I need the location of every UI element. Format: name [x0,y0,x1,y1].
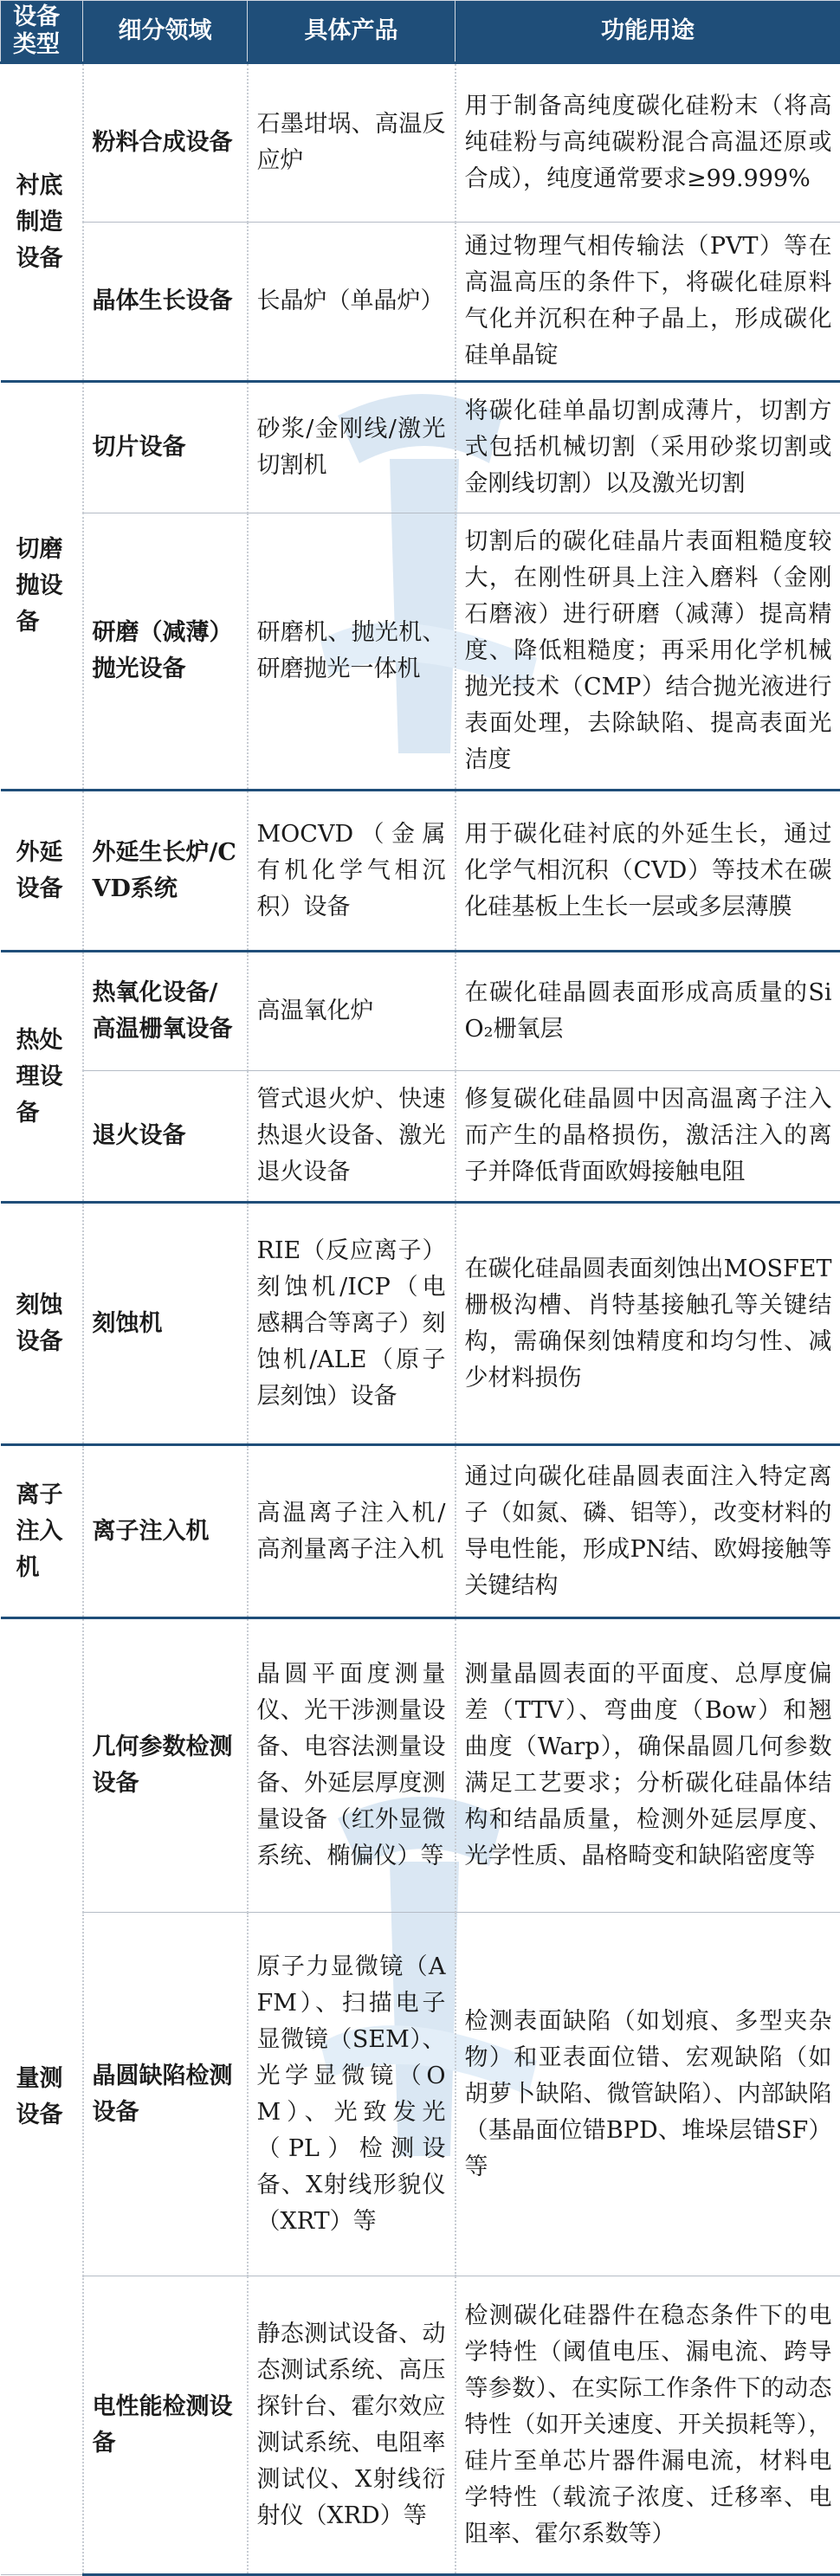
subfield-cell: 粉料合成设备 [83,63,248,223]
function-cell: 修复碳化硅晶圆中因高温离子注入而产生的晶格损伤，激活注入的离子并降低背面欧姆接触电阻 [456,1071,840,1203]
table-row [1,2276,840,2575]
header-subfield: 细分领域 [83,1,248,63]
category-cell: 刻蚀设备 [1,1203,83,1445]
category-cell: 切磨抛设备 [1,382,83,791]
product-cell: 长晶炉（单晶炉） [248,223,456,382]
category-cell: 衬底制造设备 [1,63,83,382]
table-row [1,791,840,952]
function-cell: 通过物理气相传输法（PVT）等在高温高压的条件下，将碳化硅原料气化并沉积在种子晶上，形成碳化硅单晶锭 [456,223,840,382]
product-cell: 砂浆/金刚线/激光切割机 [248,382,456,513]
subfield-cell: 切片设备 [83,382,248,513]
header-product: 具体产品 [248,1,456,63]
table-row [1,1071,840,1203]
table-row [1,1445,840,1618]
header-function: 功能用途 [456,1,840,63]
table-row [1,382,840,513]
subfield-cell: 几何参数检测设备 [83,1618,248,1913]
subfield-cell: 晶体生长设备 [83,223,248,382]
table-row [1,63,840,223]
subfield-cell: 离子注入机 [83,1445,248,1618]
table-row [1,513,840,791]
category-cell: 离子注入机 [1,1445,83,1618]
table-row [1,952,840,1071]
product-cell: MOCVD（金属有机化学气相沉积）设备 [248,791,456,952]
product-cell: 高温氧化炉 [248,952,456,1071]
product-cell: RIE（反应离子）刻蚀机/ICP（电感耦合等离子）刻蚀机/ALE（原子层刻蚀）设备 [248,1203,456,1445]
table-row [1,1203,840,1445]
product-cell: 管式退火炉、快速热退火设备、激光退火设备 [248,1071,456,1203]
category-cell: 热处理设备 [1,952,83,1203]
product-cell: 研磨机、抛光机、研磨抛光一体机 [248,513,456,791]
function-cell: 用于制备高纯度碳化硅粉末（将高纯硅粉与高纯碳粉混合高温还原或合成），纯度通常要求≥99.999% [456,63,840,223]
subfield-cell: 外延生长炉/CVD系统 [83,791,248,952]
function-cell: 在碳化硅晶圆表面刻蚀出MOSFET栅极沟槽、肖特基接触孔等关键结构，需确保刻蚀精度和均匀性、减少材料损伤 [456,1203,840,1445]
table-header-row [1,1,840,63]
subfield-cell: 热氧化设备/高温栅氧设备 [83,952,248,1071]
product-cell: 石墨坩埚、高温反应炉 [248,63,456,223]
table-row [1,1618,840,1913]
function-cell: 用于碳化硅衬底的外延生长，通过化学气相沉积（CVD）等技术在碳化硅基板上生长一层或多层薄膜 [456,791,840,952]
function-cell: 检测表面缺陷（如划痕、多型夹杂物）和亚表面位错、宏观缺陷（如胡萝卜缺陷、微管缺陷）、内部缺陷（基晶面位错BPD、堆垛层错SF）等 [456,1913,840,2276]
table-row [1,1913,840,2276]
function-cell: 通过向碳化硅晶圆表面注入特定离子（如氮、磷、铝等），改变材料的导电性能，形成PN结、欧姆接触等关键结构 [456,1445,840,1618]
function-cell: 将碳化硅单晶切割成薄片，切割方式包括机械切割（采用砂浆切割或金刚线切割）以及激光切割 [456,382,840,513]
function-cell: 检测碳化硅器件在稳态条件下的电学特性（阈值电压、漏电流、跨导等参数）、在实际工作条件下的动态特性（如开关速度、开关损耗等），硅片至单芯片器件漏电流，材料电学特性（载流子浓度、迁移率、电阻率、霍尔系数等） [456,2276,840,2575]
subfield-cell: 晶圆缺陷检测设备 [83,1913,248,2276]
product-cell: 高温离子注入机/高剂量离子注入机 [248,1445,456,1618]
function-cell: 测量晶圆表面的平面度、总厚度偏差（TTV）、弯曲度（Bow）和翘曲度（Warp），确保晶圆几何参数满足工艺要求；分析碳化硅晶体结构和结晶质量，检测外延层厚度、光学性质、晶格畸变和缺陷密度等 [456,1618,840,1913]
category-cell: 外延设备 [1,791,83,952]
subfield-cell: 退火设备 [83,1071,248,1203]
product-cell: 静态测试设备、动态测试系统、高压探针台、霍尔效应测试系统、电阻率测试仪、X射线衍射仪（XRD）等 [248,2276,456,2575]
subfield-cell: 电性能检测设备 [83,2276,248,2575]
product-cell: 晶圆平面度测量仪、光干涉测量设备、电容法测量设备、外延层厚度测量设备（红外显微系统、椭偏仪）等 [248,1618,456,1913]
subfield-cell: 研磨（减薄）抛光设备 [83,513,248,791]
category-cell: 量测设备 [1,1618,83,2575]
table-row [1,223,840,382]
subfield-cell: 刻蚀机 [83,1203,248,1445]
header-category: 设备类型 [1,1,83,63]
function-cell: 在碳化硅晶圆表面形成高质量的SiO₂栅氧层 [456,952,840,1071]
product-cell: 原子力显微镜（AFM）、扫描电子显微镜（SEM）、光学显微镜（OM）、光致发光（PL）检测设备、X射线形貌仪（XRT）等 [248,1913,456,2276]
function-cell: 切割后的碳化硅晶片表面粗糙度较大，在刚性研具上注入磨料（金刚石磨液）进行研磨（减薄）提高精度、降低粗糙度；再采用化学机械抛光技术（CMP）结合抛光液进行表面处理，去除缺陷、提高表面光洁度 [456,513,840,791]
